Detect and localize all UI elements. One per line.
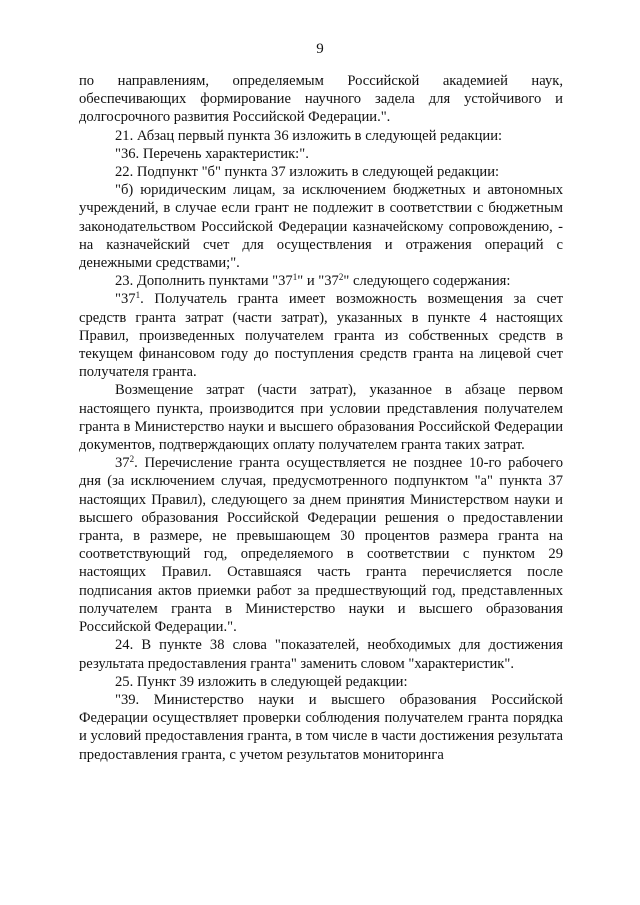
text-fragment: "37 [115,291,136,308]
paragraph-item-23 [79,272,563,290]
paragraph-quote-b: "б) юридическим лицам, за исключением бюджетных и автономных учреждений, в случае если грант не подлежит в соответствии с бюджетным законодательством Российской Федерации казначейскому сопровождению, - на казначейский счет для осуществления и отражения операций с денежными средствами;". [79,182,563,272]
paragraph-37-2 [79,454,563,636]
superscript: 2 [338,272,344,283]
text-fragment: 23. Дополнить пунктами "37 [115,273,293,290]
text-fragment: . Перечисление гранта осуществляется не позднее 10-го рабочего дня (за исключением случая, предусмотренного подпунктом "а" пункта 37 настоящих Правил), следующего за днем принятия Министерством науки и высшего образования Российской Федерации решения о предоставлении гранта, в размере, не превышающем 30 процентов размера гранта на соответствующий год, определяемого в соответствии с пунктом 29 настоящих Правил. Оставшаяся часть гранта перечисляется после подписания актов приемки работ за предшествующий год, представленных получателем гранта в Министерство науки и высшего образования Российской Федерации.". [79,455,563,636]
text-fragment: " и "37 [297,273,339,290]
document-body [79,72,563,764]
text-fragment: 37 [115,455,130,472]
paragraph-item-22: 22. Подпункт "б" пункта 37 изложить в следующей редакции: [115,164,500,181]
paragraph-item-21: 21. Абзац первый пункта 36 изложить в следующей редакции: [115,127,503,144]
paragraph-reimbursement: Возмещение затрат (части затрат), указанное в абзаце первом настоящего пункта, производится при условии представления получателем гранта в Министерство науки и высшего образования Российской Федерации документов, подтверждающих оплату получателем гранта таких затрат. [79,382,563,454]
paragraph-quote-36: "36. Перечень характеристик:". [115,145,309,162]
paragraph-quote-39: "39. Министерство науки и высшего образования Российской Федерации осуществляет проверки соблюдения получателем гранта порядка и условий предоставления гранта, в том числе в части достижения результата предоставления гранта, с учетом результатов мониторинга [79,691,563,763]
paragraph-continuation: по направлениям, определяемым Российской академией наук, обеспечивающих формирование научного задела для устойчивого и долгосрочного развития Российской Федерации.". [79,73,563,126]
paragraph-item-24: 24. В пункте 38 слова "показателей, необходимых для достижения результата предоставления гранта" заменить словом "характеристик". [79,637,563,672]
superscript: 1 [292,272,298,283]
page-number: 9 [316,41,324,57]
superscript: 2 [129,454,135,465]
text-fragment: " следующего содержания: [343,273,511,290]
paragraph-item-25: 25. Пункт 39 изложить в следующей редакции: [115,673,408,690]
superscript: 1 [135,290,141,301]
text-fragment: . Получатель гранта имеет возможность возмещения за счет средств гранта затрат (части затрат), указанных в пункте 4 настоящих Правил, произведенных получателем гранта из собственных средств в текущем финансовом году до поступления средств гранта на лицевой счет получателя гранта. [79,291,563,381]
paragraph-37-1 [79,290,563,381]
